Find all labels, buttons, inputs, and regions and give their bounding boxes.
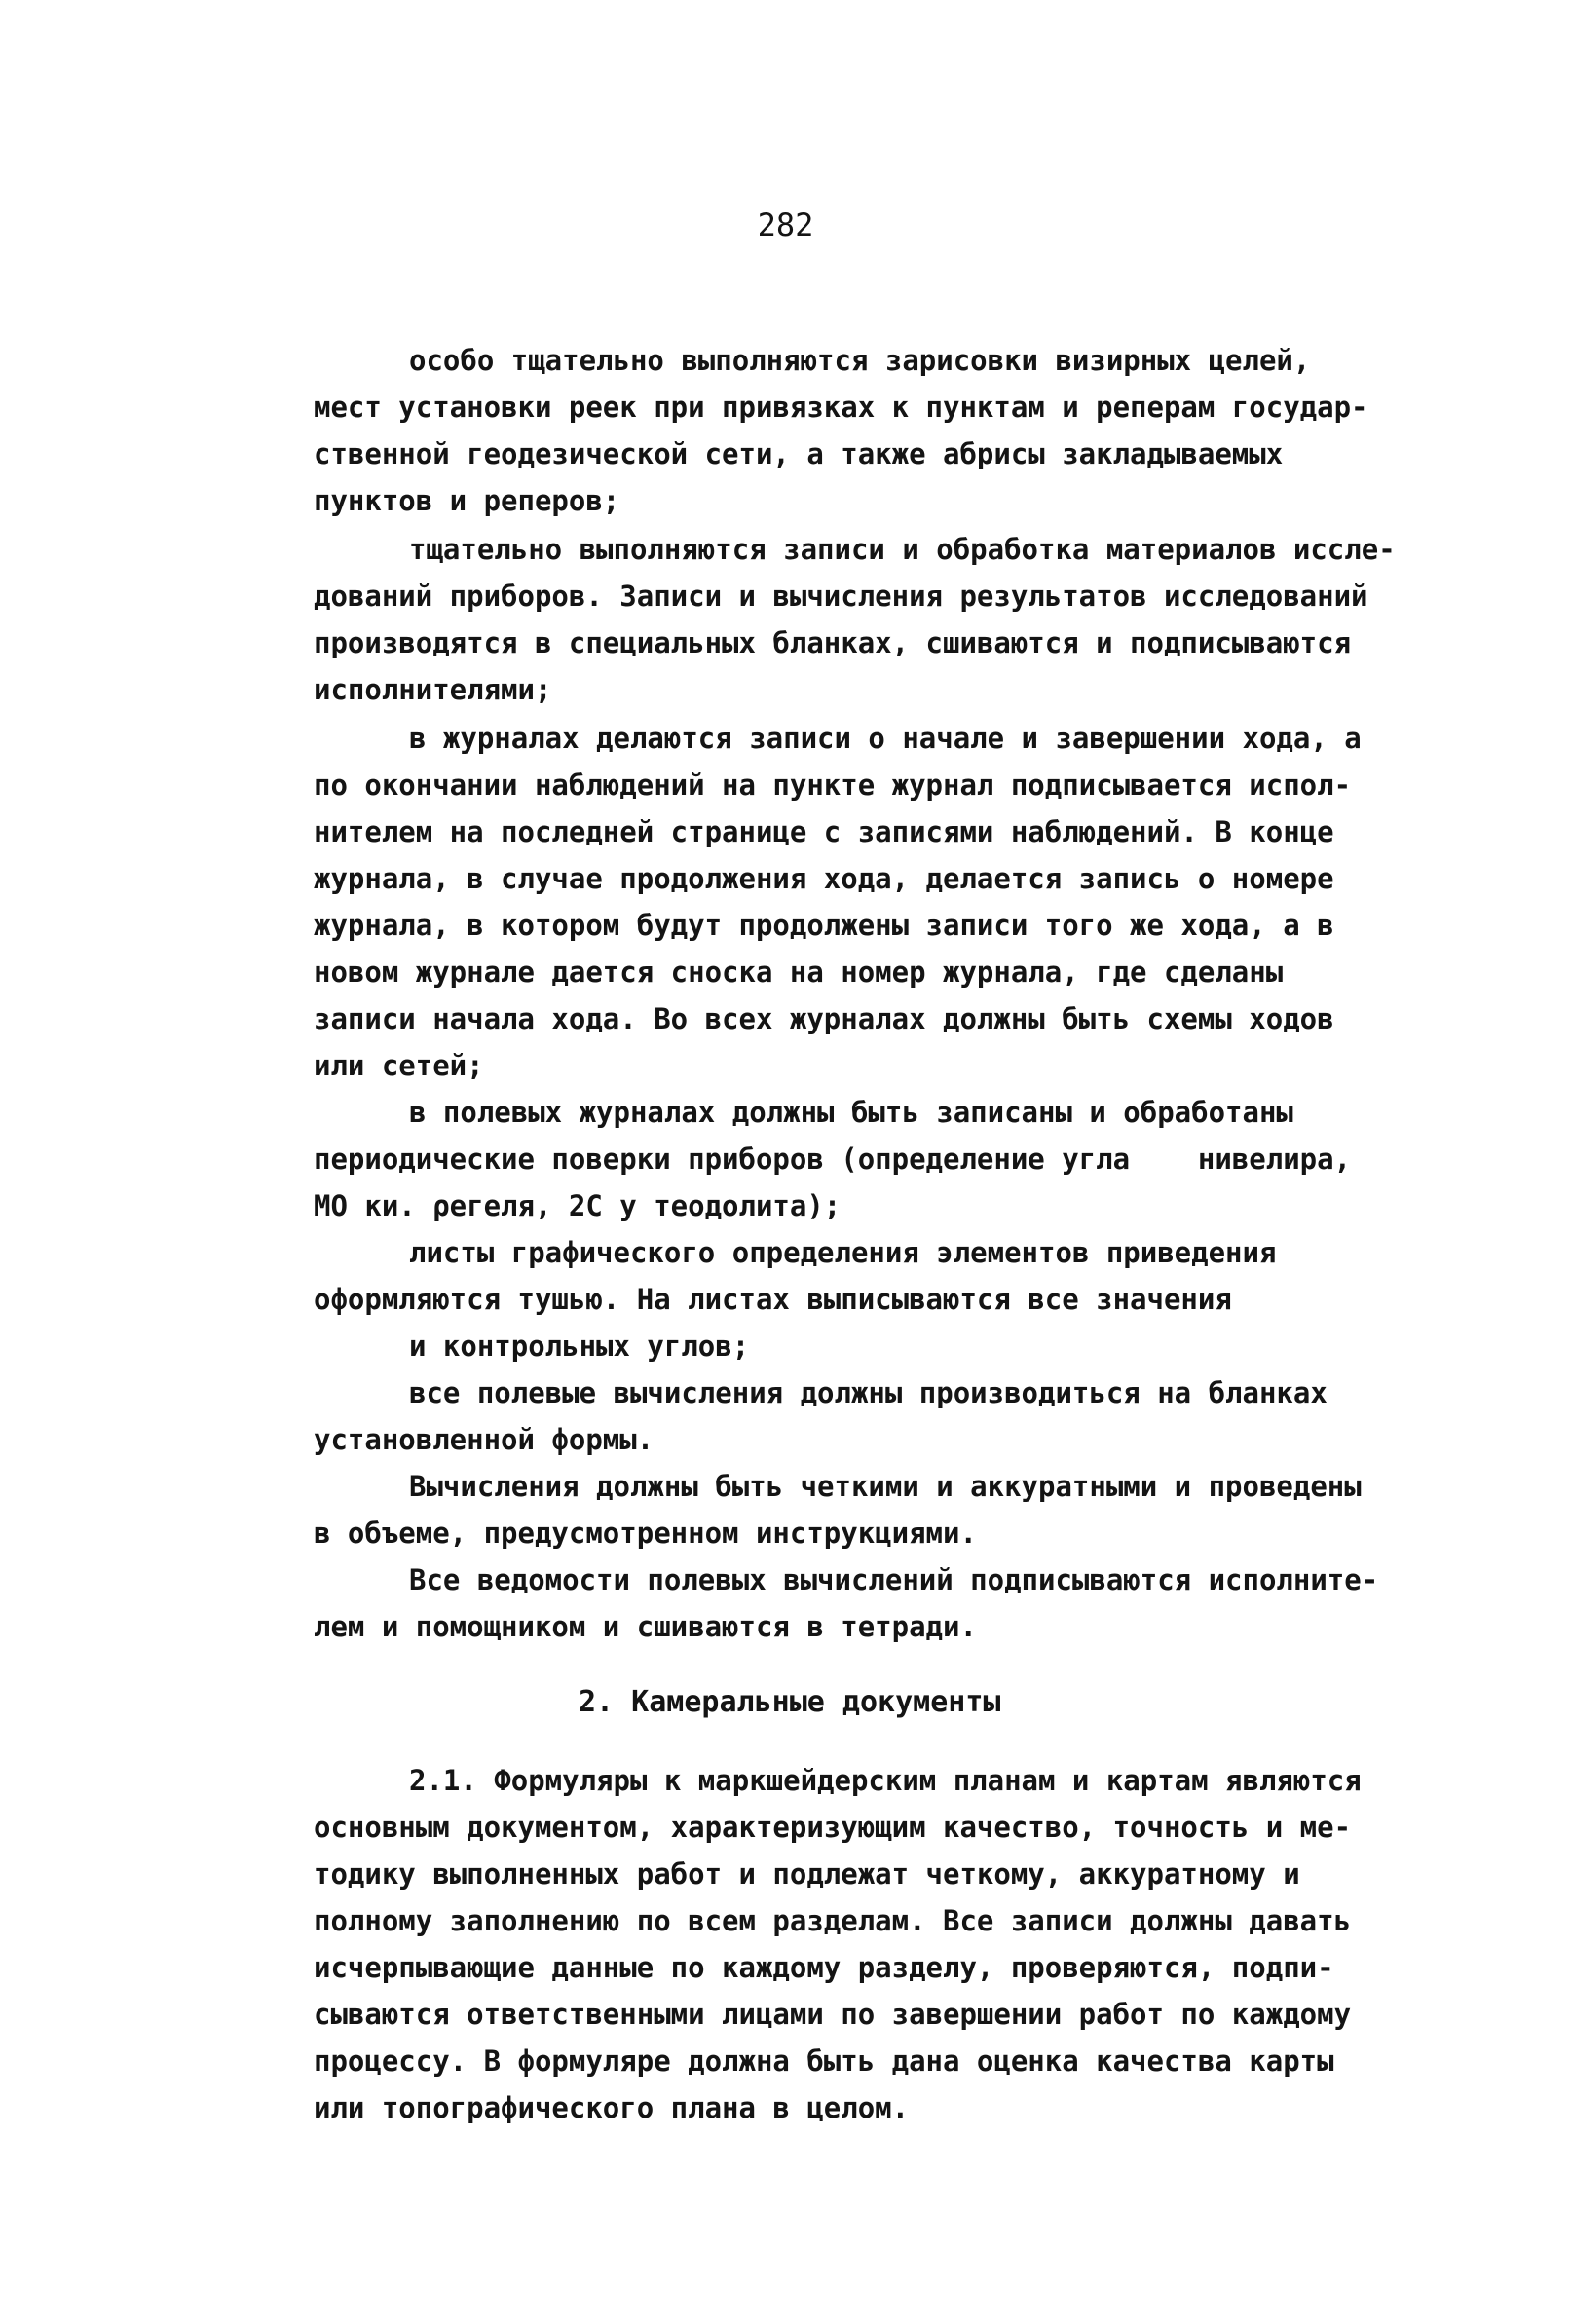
text-line: МО ки. ρегеля, 2С у теодолита); (314, 1189, 842, 1222)
text-line: оформляются тушью. На листах выписываются все значения (314, 1283, 1232, 1316)
text-line: процессу. В формуляре должна быть дана оценка качества карты (314, 2044, 1334, 2078)
text-line: периодические поверки приборов (определение угла нивелира, (314, 1143, 1352, 1176)
text-line: журнала, в случае продолжения хода, делается запись о номере (314, 862, 1334, 895)
text-line: в объеме, предусмотренном инструкциями. (314, 1517, 977, 1550)
text-line: исполнителями; (314, 673, 552, 706)
text-line: Вычисления должны быть четкими и аккуратными и проведены (409, 1470, 1362, 1503)
text-line: установленной формы. (314, 1423, 655, 1456)
text-line: ственной геодезической сети, а также абрисы закладываемых (314, 437, 1284, 470)
text-line: производятся в специальных бланках, сшиваются и подписываются (314, 626, 1352, 659)
text-line: лем и помощником и сшиваются в тетради. (314, 1610, 977, 1643)
text-line: по окончании наблюдений на пункте журнал подписывается испол- (314, 768, 1352, 802)
text-line: 2.1. Формуляры к маркшейдерским планам и картам являются (409, 1764, 1362, 1797)
text-line: или топографического плана в целом. (314, 2091, 910, 2124)
text-line: пунктов и реперов; (314, 484, 620, 517)
text-line: тодику выполненных работ и подлежат четкому, аккуратному и (314, 1857, 1300, 1891)
text-line: в журналах делаются записи о начале и завершении хода, а (409, 722, 1362, 755)
text-line: в полевых журналах должны быть записаны и обработаны (409, 1096, 1293, 1129)
section-heading: 2. Камеральные документы (579, 1685, 1001, 1719)
text-line: и контрольных углов; (409, 1330, 750, 1363)
text-line: нителем на последней странице с записями наблюдений. В конце (314, 815, 1334, 848)
text-line: новом журнале дается сноска на номер журнала, где сделаны (314, 956, 1284, 989)
text-line: или сетей; (314, 1049, 484, 1082)
text-line: тщательно выполняются записи и обработка материалов иссле- (409, 533, 1396, 566)
text-line: полному заполнению по всем разделам. Все записи должны давать (314, 1904, 1352, 1937)
text-line: сываются ответственными лицами по завершении работ по каждому (314, 1998, 1352, 2031)
page-number: 282 (757, 206, 814, 244)
text-line: исчерпывающие данные по каждому разделу, проверяются, подпи- (314, 1951, 1334, 1984)
text-line: мест установки реек при привязках к пунктам и реперам государ- (314, 391, 1368, 424)
text-line: все полевые вычисления должны производиться на бланках (409, 1376, 1328, 1409)
text-line: дований приборов. Записи и вычисления результатов исследований (314, 580, 1368, 613)
text-line: журнала, в котором будут продолжены записи того же хода, а в (314, 909, 1334, 942)
text-line: основным документом, характеризующим качество, точность и ме- (314, 1811, 1352, 1844)
text-line: Все ведомости полевых вычислений подписываются исполните- (409, 1563, 1379, 1596)
text-line: записи начала хода. Во всех журналах должны быть схемы ходов (314, 1002, 1334, 1035)
text-line: особо тщательно выполняются зарисовки визирных целей, (409, 344, 1311, 377)
text-line: листы графического определения элементов приведения (409, 1236, 1277, 1269)
